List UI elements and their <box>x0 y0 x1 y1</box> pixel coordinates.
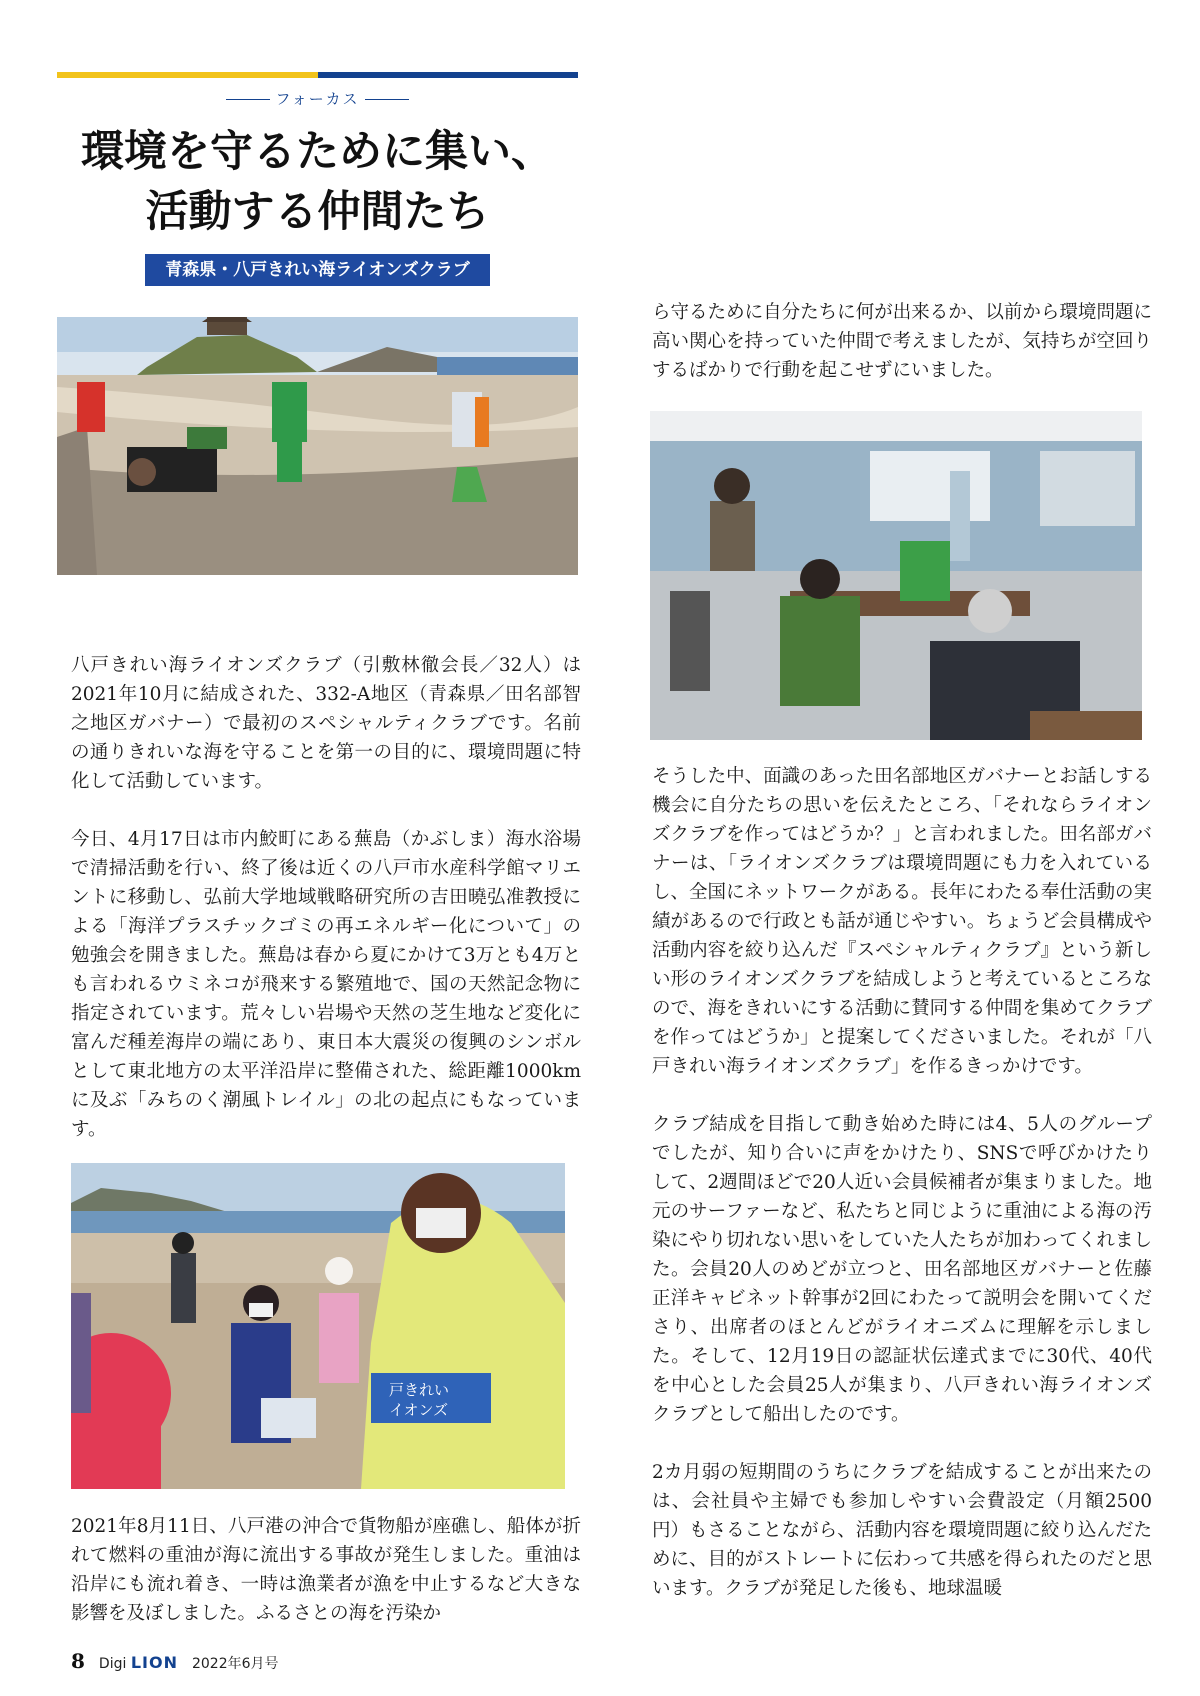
paragraph-intro: 八戸きれい海ライオンズクラブ（引敷林徹会長／32人）は2021年10月に結成された、332-A地区（青森県／田名部智之地区ガバナー）で最初のスペシャルティクラブです。名前の通りきれいな海を守ることを第一の目的に、環境問題に特化して活動しています。 <box>71 655 581 792</box>
paragraph-club-formation: クラブ結成を目指して動き始めた時には4、5人のグループでしたが、知り合いに声をかけたり、SNSで呼びかけたりして、2週間ほどで20人近い会員候補者が集まりました。地元のサーファーなど、私たちと同じように重油による海の汚染にやり切れない思いをしていた人たちが加わってくれました。会員20人のめどが立つと、田名部地区ガバナーと佐藤正洋キャビネット幹事が2回にわたって説明会を開いてくださり、出席者のほとんどがライオニズムに理解を示しました。そして、12月19日の認証状伝達式までに30代、40代を中心とした会員25人が集まり、八戸きれい海ライオンズクラブとして船出したのです。 <box>652 1114 1152 1425</box>
brand-prefix: Digi <box>98 1656 127 1672</box>
issue-date: 2022年6月号 <box>191 1656 279 1672</box>
study-session-illustration <box>650 411 1142 740</box>
right-column-top <box>652 298 1152 385</box>
top-color-bar <box>57 72 578 78</box>
kicker-rule-left <box>226 99 270 100</box>
beach-cleanup-children-illustration <box>71 1163 565 1489</box>
armband-text-1: 戸きれい <box>389 1381 450 1399</box>
kicker-rule-right <box>365 99 409 100</box>
left-column-bottom <box>71 1512 581 1628</box>
paragraph-continuation: ら守るために自分たちに何が出来るか、以前から環境問題に高い関心を持っていた仲間で考えましたが、気持ちが空回りするばかりで行動を起こせずにいました。 <box>652 302 1152 381</box>
headline-line-2: 活動する仲間たち <box>145 187 490 237</box>
brand-name: LION <box>130 1653 178 1672</box>
paragraph-governor-advice: そうした中、面識のあった田名部地区ガバナーとお話しする機会に自分たちの思いを伝えたところ、「それならライオンズクラブを作ってはどうか？」と言われました。田名部ガバナーは、「ライオンズクラブは環境問題にも力を入れているし、全国にネットワークがある。長年にわたる奉仕活動の実績があるので行政とも話が通じやすい。ちょうど会員構成や活動内容を絞り込んだ『スペシャルティクラブ』という新しい形のライオンズクラブを結成しようと考えているところなので、海をきれいにする活動に賛同する仲間を集めてクラブを作ってはどうか」と提案してくださいました。それが「八戸きれい海ライオンズクラブ」を作るきっかけです。 <box>652 766 1152 1077</box>
page-footer <box>71 1649 279 1673</box>
paragraph-membership-fee: 2カ月弱の短期間のうちにクラブを結成することが出来たのは、会社員や主婦でも参加しやすい会費設定（月額2500円）もさることながら、活動内容を環境問題に絞り込んだために、目的がストレートに伝わって共感を得られたのだと思います。クラブが発足した後も、地球温暖 <box>652 1462 1152 1599</box>
armband-text-2: イオンズ <box>389 1401 449 1419</box>
beach-cleanup-children-photo <box>71 1163 565 1489</box>
kicker-label: フォーカス <box>275 90 360 108</box>
paragraph-oil-spill: 2021年8月11日、八戸港の沖合で貨物船が座礁し、船体が折れて燃料の重油が海に流出する事故が発生しました。重油は沿岸にも流れ着き、一時は漁業者が漁を中止するなど大きな影響を及ぼしました。ふるさとの海を汚染か <box>71 1516 581 1624</box>
headline-line-1: 環境を守るために集い、 <box>81 127 554 177</box>
section-kicker <box>57 88 578 109</box>
page-number: 8 <box>71 1649 85 1673</box>
top-bar-yellow <box>57 72 318 78</box>
top-bar-navy <box>318 72 579 78</box>
beach-cleanup-adults-illustration <box>57 317 578 575</box>
study-session-meeting-photo <box>650 411 1142 740</box>
beach-cleanup-adults-photo <box>57 317 578 575</box>
paragraph-cleanup-event: 今日、4月17日は市内鮫町にある蕪島（かぶしま）海水浴場で清掃活動を行い、終了後は近くの八戸市水産科学館マリエントに移動し、弘前大学地域戦略研究所の吉田曉弘准教授による「海洋プラスチックゴミの再エネルギー化について」の勉強会を開きました。蕪島は春から夏にかけて3万とも4万とも言われるウミネコが飛来する繁殖地で、国の天然記念物に指定されています。荒々しい岩場や天然の芝生地など変化に富んだ種差海岸の端にあり、東日本大震災の復興のシンボルとして東北地方の太平洋沿岸に整備された、総距離1000kmに及ぶ「みちのく潮風トレイル」の北の起点にもなっています。 <box>71 829 581 1140</box>
right-column-body <box>652 762 1152 1603</box>
club-name-bar: 青森県・八戸きれい海ライオンズクラブ <box>145 254 490 286</box>
magazine-brand <box>99 1653 178 1672</box>
left-column-body <box>71 651 581 1144</box>
article-headline <box>57 122 578 242</box>
